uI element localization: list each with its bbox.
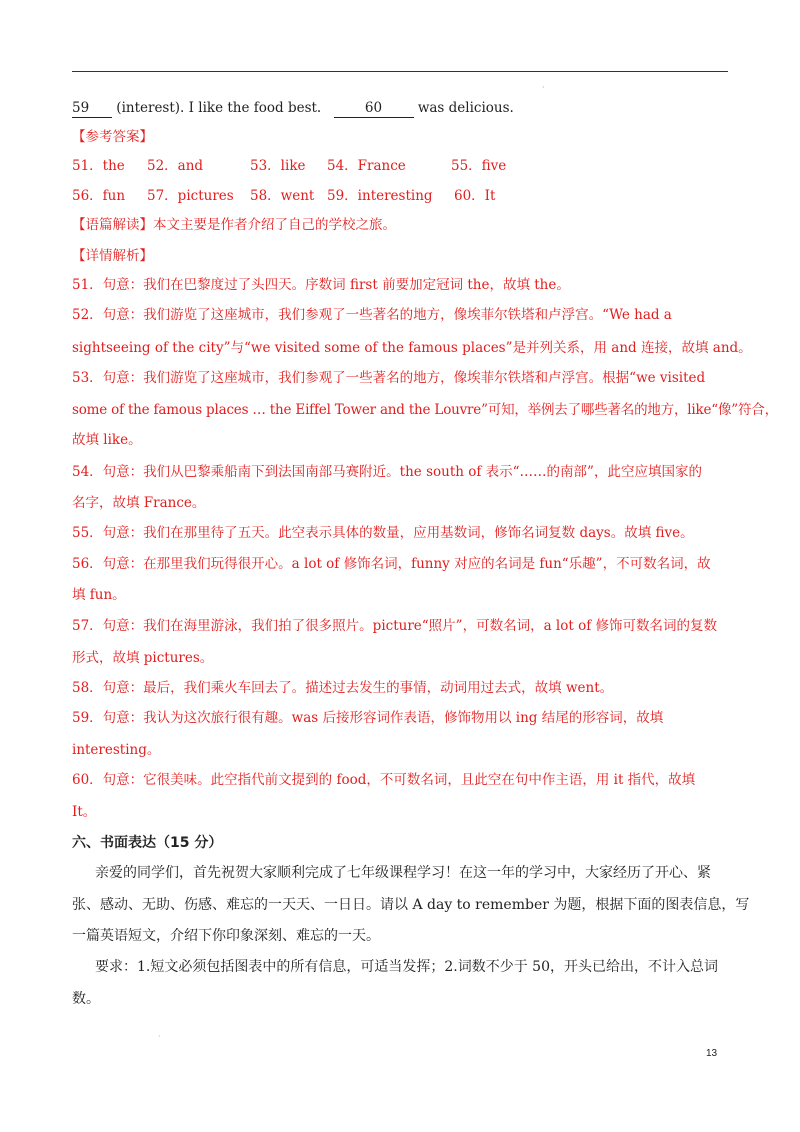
explanation-line: 59．句意：我认为这次旅行很有趣。was 后接形容词作表语，修饰物用以 ing 结尾的形容词，故填	[72, 710, 664, 726]
answers-row-1	[72, 157, 728, 175]
explanation-line: 60．句意：它很美味。此空指代前文提到的 food，不可数名词，且此空在句中作主语，用 it 指代，故填	[72, 772, 696, 788]
answer-57: 57．pictures	[147, 188, 234, 204]
prompt-line: 一篇英语短文，介绍下你印象深刻、难忘的一天。	[72, 928, 380, 944]
explanation-line: 填 fun。	[72, 587, 126, 603]
text-interpretation: 【语篇解读】本文主要是作者介绍了自己的学校之旅。	[72, 217, 396, 233]
answer-54: 54．France	[327, 158, 406, 174]
section-title: 六、书面表达（15 分）	[72, 835, 223, 851]
explanation-line: interesting。	[72, 742, 161, 758]
explanation-line: 56．句意：在那里我们玩得很开心。a lot of 修饰名词，funny 对应的名词是 fun“乐趣”，不可数名词，故	[72, 556, 711, 572]
answers-row-2	[72, 187, 728, 205]
blank-60: 60	[334, 99, 414, 118]
scan-mark: ·	[542, 83, 545, 92]
requirement-line: 要求：1.短文必须包括图表中的所有信息，可适当发挥；2.词数不少于 50，开头已给出，不计入总词	[95, 959, 718, 975]
prompt-line: 张、感动、无助、伤感、难忘的一天天、一日日。请以 A day to remember 为题，根据下面的图表信息，写	[72, 897, 750, 913]
explanation-line: It。	[72, 804, 97, 820]
explanation-line: 名字，故填 France。	[72, 495, 206, 511]
scan-mark: ·	[158, 1032, 161, 1041]
passage-line	[72, 99, 514, 118]
header-rule	[72, 71, 728, 72]
answer-51: 51．the	[72, 158, 125, 174]
prompt-line: 亲爱的同学们，首先祝贺大家顺利完成了七年级课程学习！在这一年的学习中，大家经历了开心、紧	[95, 865, 711, 881]
blank-59: 59	[72, 99, 112, 118]
explanation-line: 55．句意：我们在那里待了五天。此空表示具体的数量，应用基数词，修饰名词复数 days。故填 five。	[72, 525, 694, 541]
answer-59: 59．interesting	[327, 188, 433, 204]
explanation-line: 52．句意：我们游览了这座城市，我们参观了一些著名的地方，像埃菲尔铁塔和卢浮宫。“We had a	[72, 307, 672, 323]
after-60-text: was delicious.	[417, 100, 514, 116]
answer-53: 53．like	[250, 158, 306, 174]
explanation-line: 故填 like。	[72, 432, 142, 448]
explanation-line: some of the famous places … the Eiffel Tower and the Louvre”可知，举例去了哪些著名的地方，like“像”符合，	[72, 402, 778, 418]
explanation-line: 53．句意：我们游览了这座城市，我们参观了一些著名的地方，像埃菲尔铁塔和卢浮宫。根据“we visited	[72, 370, 706, 386]
explanation-line: 51．句意：我们在巴黎度过了头四天。序数词 first 前要加定冠词 the，故填 the。	[72, 277, 570, 293]
hint-59: (interest). I like the food best.	[116, 100, 322, 116]
answer-56: 56．fun	[72, 188, 126, 204]
answer-58: 58．went	[250, 188, 315, 204]
detail-analysis-header: 【详情解析】	[72, 248, 153, 264]
explanation-line: 58．句意：最后，我们乘火车回去了。描述过去发生的事情，动词用过去式，故填 went。	[72, 680, 614, 696]
explanation-line: 形式，故填 pictures。	[72, 650, 214, 666]
answer-55: 55．five	[451, 158, 507, 174]
reference-answer-header: 【参考答案】	[72, 129, 153, 145]
answer-60: 60．It	[454, 188, 496, 204]
answer-52: 52．and	[147, 158, 204, 174]
explanation-line: 54．句意：我们从巴黎乘船南下到法国南部马赛附近。the south of 表示“……的南部”，此空应填国家的	[72, 464, 702, 480]
explanation-line: 57．句意：我们在海里游泳，我们拍了很多照片。picture“照片”，可数名词，a lot of 修饰可数名词的复数	[72, 618, 717, 634]
page-number: 13	[706, 1048, 718, 1059]
requirement-line: 数。	[72, 991, 100, 1007]
explanation-line: sightseeing of the city”与“we visited some of the famous places”是并列关系，用 and 连接，故填 and。	[72, 340, 752, 356]
